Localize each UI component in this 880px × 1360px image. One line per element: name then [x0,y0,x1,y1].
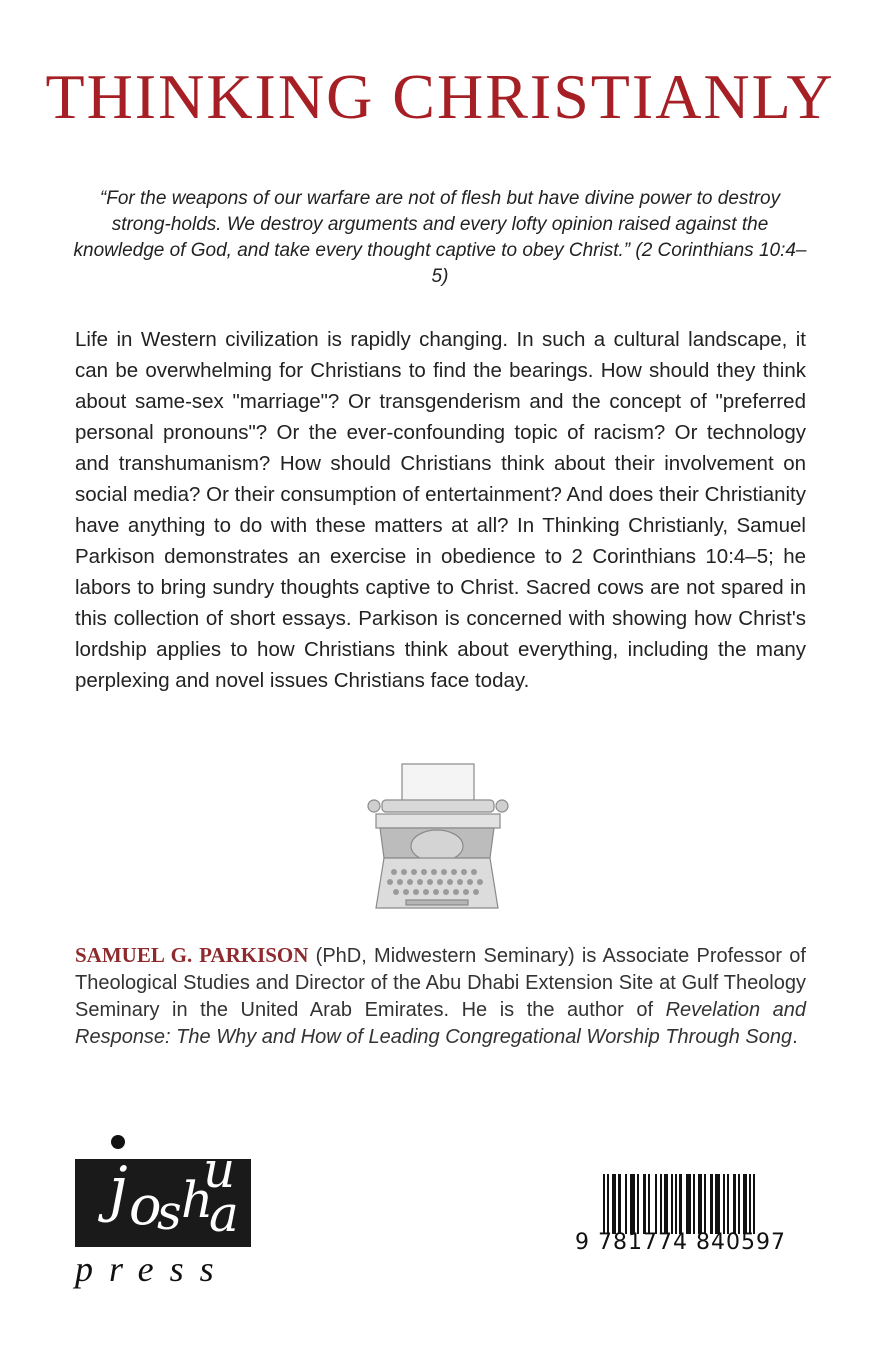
barcode-bars [603,1174,807,1234]
isbn-barcode [575,1168,807,1258]
previous-book-title: Revelation and Response: The Why and How of Leading Congregational Worship Through Song [75,999,806,1048]
author-bio [75,942,806,1051]
bio-text: (PhD, Midwestern Seminary) is Associate Professor of Theological Studies and Director of the Abu Dhabi Extension Site at Gulf Theology Seminary in the United Arab Emirates. He is the author of [75,945,806,1021]
isbn-number: 9 781774 840597 [575,1230,786,1255]
logo-joshua-text: j o s h u a [109,1141,239,1243]
typewriter-icon [352,760,522,918]
bio-end: . [792,1026,798,1048]
author-name: SAMUEL G. PARKISON [75,943,309,967]
publisher-logo [75,1135,253,1289]
book-description: Life in Western civilization is rapidly changing. In such a cultural landscape, it can be overwhelming for Christians to find the bearings. How should they think about same-sex "marriage"? Or transgenderism and the concept of "preferred personal pronouns"? Or the ever-confounding topic of racism? Or technology and transhumanism? How should Christians think about their involvement on social media? Or their consumption of entertainment? And does their Christianity have anything to do with these matters at all? In Thinking Christianly, Samuel Parkison demonstrates an exercise in obedience to 2 Corinthians 10:4–5; he labors to bring sundry thoughts captive to Christ. Sacred cows are not spared in this collection of short essays. Parkison is concerned with showing how Christ's lordship applies to how Christians think about everything, including the many perplexing and novel issues Christians face today. [75,328,806,692]
book-title: THINKING CHRISTIANLY [45,61,835,132]
epigraph-quote: “For the weapons of our warfare are not of flesh but have divine power to destroy strong-holds. We destroy arguments and every lofty opinion raised against the knowledge of God, and take every thought captive to obey Christ.” (2 Corinthians 10:4–5) [73,188,807,287]
logo-press-text: press [75,1249,230,1289]
